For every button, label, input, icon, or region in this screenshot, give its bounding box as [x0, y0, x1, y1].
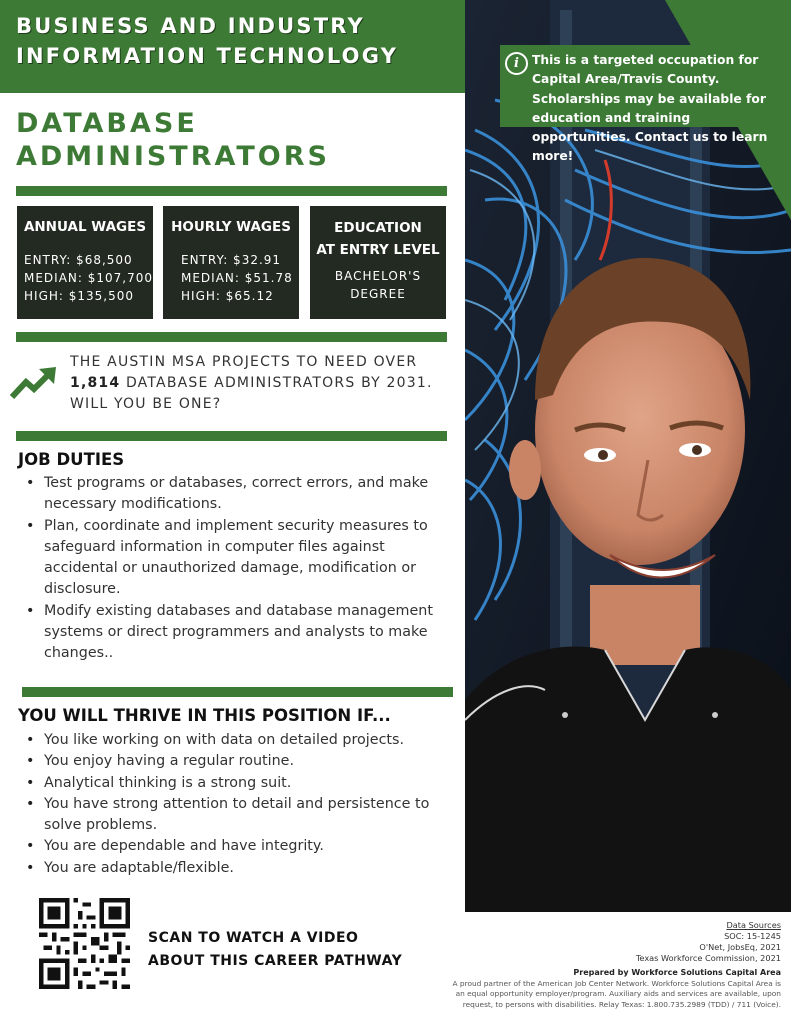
projection-line-3: WILL YOU BE ONE?: [70, 396, 222, 412]
projection-text: [70, 352, 450, 415]
header-line-2: INFORMATION TECHNOLOGY: [16, 44, 399, 68]
hourly-median: MEDIAN: $51.78: [181, 271, 293, 285]
divider-bar: [16, 332, 447, 342]
scan-cta-line-1: SCAN TO WATCH A VIDEO: [148, 930, 359, 946]
page-title-line-2: ADMINISTRATORS: [16, 141, 330, 172]
annual-wages-values: [24, 251, 153, 305]
footer-line-3: request, to persons with disabilities. Relay Texas: 1.800.735.2989 (TDD) / 711 (Voice).: [462, 999, 781, 1009]
hourly-wages-box: [163, 206, 299, 319]
list-item: • Analytical thinking is a strong suit.: [18, 773, 436, 794]
projection-line-2-rest: DATABASE ADMINISTRATORS BY 2031.: [120, 375, 433, 391]
trend-up-arrow-icon: [9, 365, 59, 401]
data-source-twc: Texas Workforce Commission, 2021: [635, 953, 781, 963]
thrive-heading: YOU WILL THRIVE IN THIS POSITION IF...: [18, 706, 391, 725]
list-item: • You enjoy having a regular routine.: [18, 751, 436, 772]
hourly-wages-values: [181, 251, 299, 305]
info-icon: i: [505, 52, 528, 75]
data-source-onet: O'Net, JobsEq, 2021: [699, 942, 781, 952]
thrive-list: [18, 730, 436, 879]
hourly-entry: ENTRY: $32.91: [181, 253, 282, 267]
education-title: [310, 217, 446, 261]
job-duties-heading: JOB DUTIES: [18, 450, 125, 469]
footer-line-2: an equal opportunity employer/program. Auxiliary aids and services are available, upon: [455, 989, 781, 998]
hourly-wages-title: HOURLY WAGES: [171, 219, 291, 235]
list-item: • Test programs or databases, correct errors, and make necessary modifications.: [18, 473, 436, 516]
footer: [441, 968, 781, 1010]
divider-bar: [22, 687, 453, 697]
annual-median: MEDIAN: $107,700: [24, 271, 154, 285]
divider-bar: [16, 186, 447, 196]
hourly-high: HIGH: $65.12: [181, 289, 274, 303]
projection-line-1: THE AUSTIN MSA PROJECTS TO NEED OVER: [70, 354, 418, 370]
projection-line-2: [70, 373, 450, 394]
education-value-line-1: BACHELOR'S: [334, 269, 422, 283]
list-item: • You are adaptable/flexible.: [18, 858, 436, 879]
scan-cta-line-2: ABOUT THIS CAREER PATHWAY: [148, 953, 403, 969]
annual-high: HIGH: $135,500: [24, 289, 134, 303]
list-item: • You have strong attention to detail and persistence to solve problems.: [18, 794, 436, 837]
footer-line-1: A proud partner of the American Job Center Network. Workforce Solutions Capital Area is: [452, 978, 781, 988]
annual-wages-title: ANNUAL WAGES: [23, 219, 147, 235]
education-value-line-2: DEGREE: [350, 287, 406, 301]
header-line-1: BUSINESS AND INDUSTRY: [16, 14, 365, 38]
page-title-line-1: DATABASE: [16, 108, 198, 139]
annual-entry: ENTRY: $68,500: [24, 253, 133, 267]
list-item: • Plan, coordinate and implement security measures to safeguard information in computer files against accidental or unauthorized damage, modification or disclosure.: [18, 516, 436, 601]
education-value: [310, 267, 446, 303]
projection-number: 1,814: [70, 375, 121, 391]
list-item: • Modify existing databases and database management systems or direct programmers and analysts to make changes..: [18, 601, 436, 665]
education-box: [310, 206, 446, 319]
prepared-by: Prepared by Workforce Solutions Capital Area: [573, 968, 781, 977]
targeted-occupation-text: This is a targeted occupation for Capital Area/Travis County. Scholarships may be available for education and training opportunities. Contact us to learn more!: [532, 53, 768, 164]
data-sources-heading: Data Sources: [726, 920, 781, 930]
education-title-line-2: AT ENTRY LEVEL: [316, 242, 440, 258]
list-item: • You like working on with data on detailed projects.: [18, 730, 436, 751]
job-duties-list: [18, 473, 436, 665]
list-item: • You are dependable and have integrity.: [18, 836, 436, 857]
qr-code-image[interactable]: [39, 898, 130, 989]
targeted-occupation-callout: [500, 45, 791, 164]
divider-bar: [16, 431, 447, 441]
education-title-line-1: EDUCATION: [334, 220, 422, 236]
data-source-soc: SOC: 15-1245: [724, 931, 781, 941]
annual-wages-box: [17, 206, 153, 319]
data-sources: [636, 920, 781, 964]
